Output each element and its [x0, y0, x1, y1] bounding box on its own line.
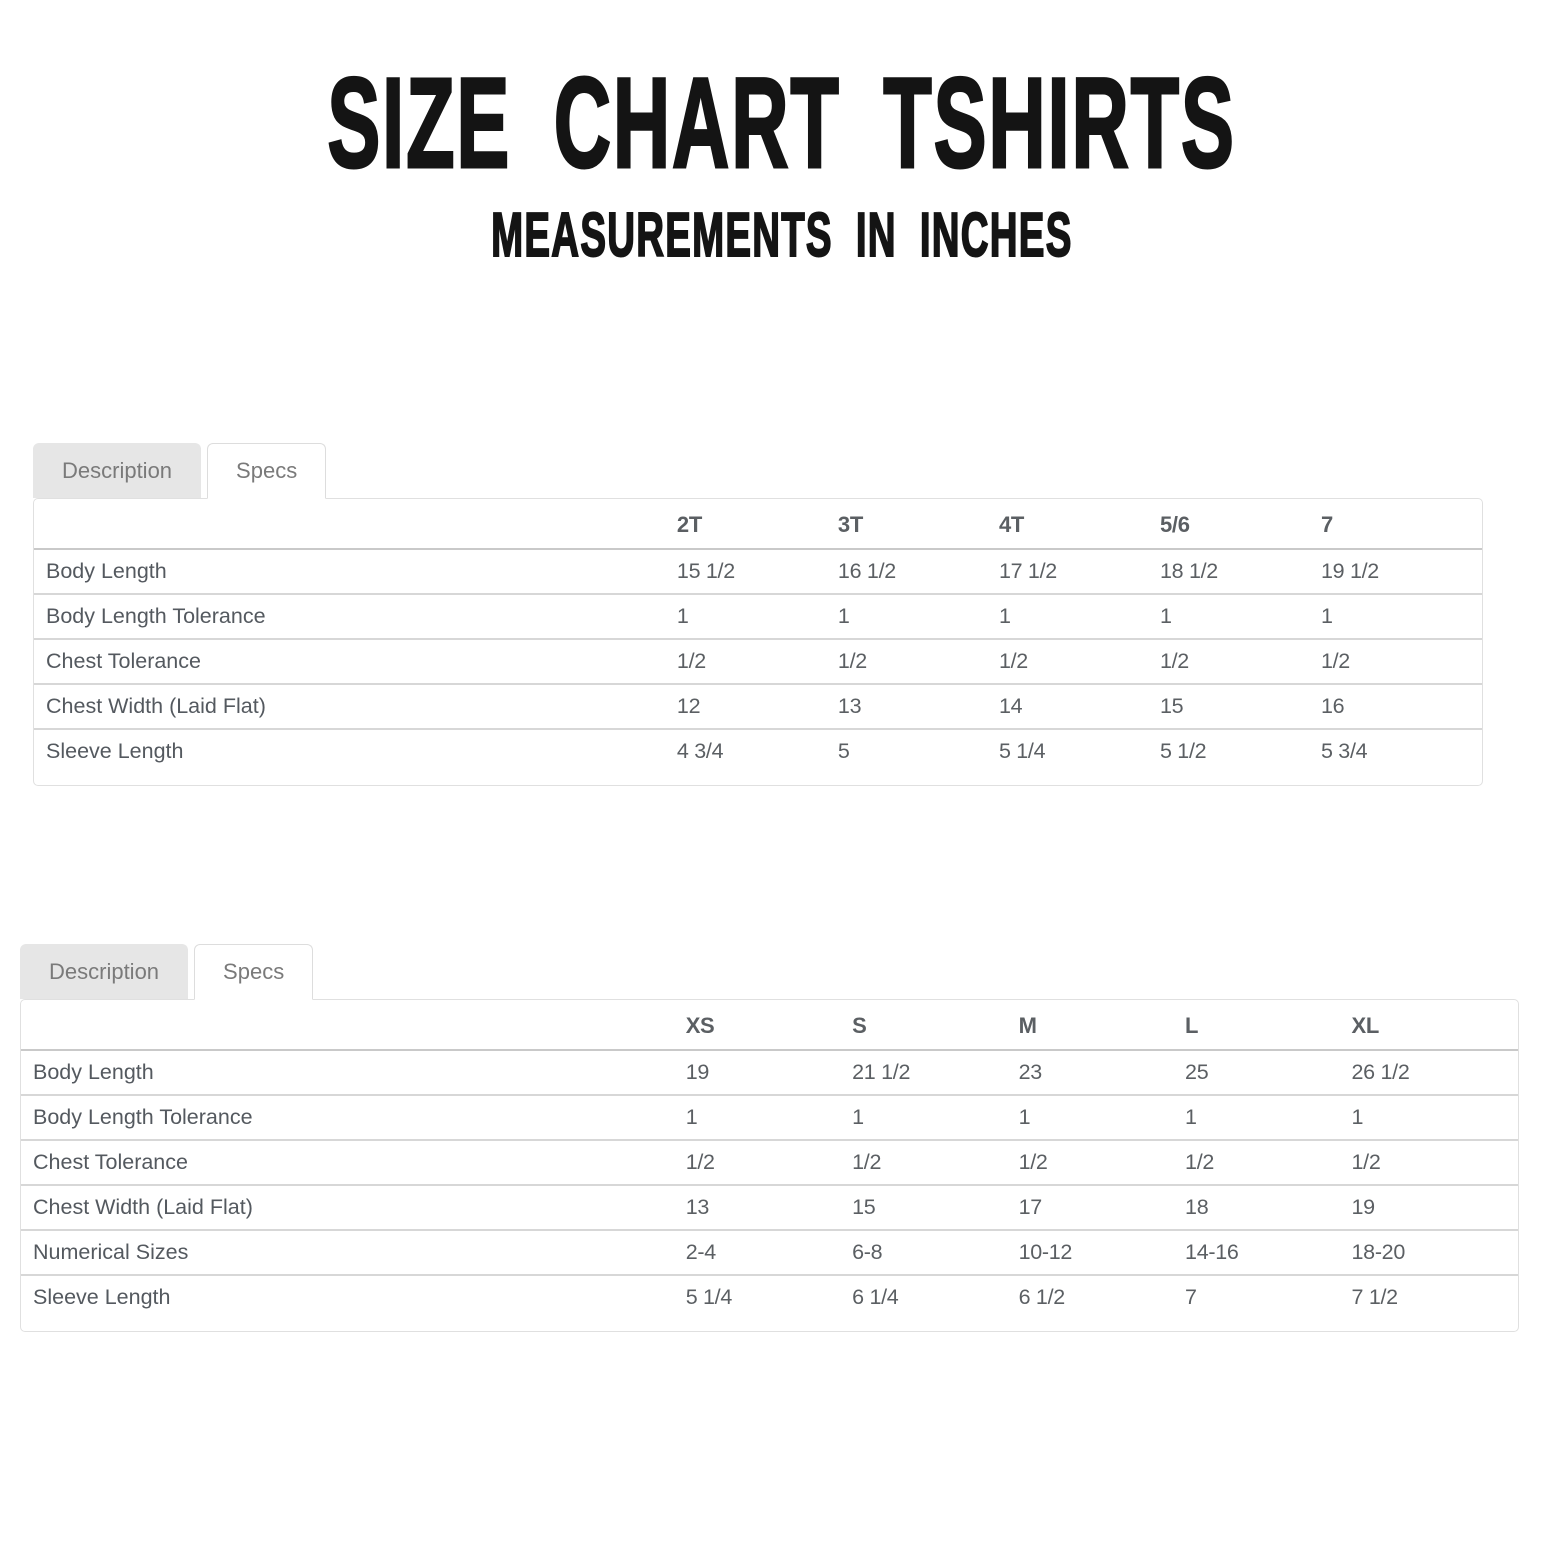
- page-subtitle: [0, 200, 1563, 271]
- column-header: 4T: [999, 499, 1160, 549]
- row-label: Body Length Tolerance: [34, 594, 677, 639]
- table-row: [21, 1230, 1518, 1275]
- cell-value: 1: [838, 594, 999, 639]
- youth-specs-panel: [20, 999, 1519, 1332]
- cell-value: 1/2: [838, 639, 999, 684]
- row-label: Body Length: [46, 559, 167, 584]
- cell-value: 1/2: [1321, 639, 1482, 684]
- cell-value: 6 1/4: [852, 1275, 1018, 1319]
- cell-value: 19: [685, 1060, 710, 1085]
- row-label: Chest Tolerance: [34, 639, 677, 684]
- cell-value: 10-12: [1019, 1230, 1185, 1275]
- cell-value: 1: [1019, 1095, 1185, 1140]
- header-row: [34, 499, 1482, 549]
- table-row: [34, 684, 1482, 729]
- header-row: [21, 1000, 1518, 1050]
- cell-value: 6-8: [852, 1230, 1018, 1275]
- cell-value: 16: [1321, 684, 1482, 729]
- column-header: S: [852, 1000, 1018, 1050]
- cell-value: 19 1/2: [1320, 559, 1379, 584]
- cell-value: 1/2: [686, 1140, 852, 1185]
- tab-specs[interactable]: Specs: [207, 443, 326, 499]
- cell-value: 1/2: [1352, 1140, 1519, 1185]
- page-title-text: SIZE CHART TSHIRTS: [327, 52, 1236, 195]
- cell-value: 5 3/4: [1321, 729, 1482, 773]
- column-header: XS: [686, 1000, 852, 1050]
- cell-value: 1: [1160, 594, 1321, 639]
- table-row: [21, 1140, 1518, 1185]
- page-subtitle-text: MEASUREMENTS IN INCHES: [490, 201, 1073, 270]
- row-label: Chest Tolerance: [21, 1140, 686, 1185]
- cell-value: 1: [999, 594, 1160, 639]
- table-row: [34, 549, 1482, 594]
- cell-value: 1/2: [1160, 639, 1321, 684]
- cell-value: 1: [677, 594, 838, 639]
- cell-value: 13: [686, 1185, 852, 1230]
- table-row: [21, 1095, 1518, 1140]
- cell-value: 1/2: [999, 639, 1160, 684]
- column-header: M: [1019, 1000, 1185, 1050]
- cell-value: 5: [838, 729, 999, 773]
- column-header: 5/6: [1160, 499, 1321, 549]
- table-row: [21, 1185, 1518, 1230]
- cell-value: 13: [838, 684, 999, 729]
- cell-value: 26 1/2: [1351, 1060, 1410, 1085]
- row-label: Numerical Sizes: [21, 1230, 686, 1275]
- cell-value: 18: [1185, 1185, 1351, 1230]
- cell-value: 15 1/2: [676, 559, 735, 584]
- cell-value: 1: [1352, 1095, 1519, 1140]
- cell-value: 1: [686, 1095, 852, 1140]
- cell-value: 1/2: [677, 639, 838, 684]
- toddler-size-table: [34, 499, 1482, 773]
- tab-description[interactable]: Description: [33, 443, 201, 498]
- column-header: 3T: [838, 499, 999, 549]
- cell-value: 4 3/4: [677, 729, 838, 773]
- cell-value: 14-16: [1185, 1230, 1351, 1275]
- row-label: Chest Width (Laid Flat): [21, 1185, 686, 1230]
- row-label: Body Length: [33, 1060, 154, 1085]
- cell-value: 1: [1321, 594, 1482, 639]
- toddler-sizes-section: [33, 443, 1483, 786]
- cell-value: 18 1/2: [1159, 559, 1218, 584]
- row-label: Body Length Tolerance: [21, 1095, 686, 1140]
- cell-value: 17 1/2: [998, 559, 1057, 584]
- youth-sizes-section: [20, 944, 1519, 1332]
- cell-value: 1: [852, 1095, 1018, 1140]
- row-label: Chest Width (Laid Flat): [34, 684, 677, 729]
- cell-value: 5 1/4: [999, 729, 1160, 773]
- cell-value: 1/2: [852, 1140, 1018, 1185]
- column-header: L: [1185, 1000, 1351, 1050]
- cell-value: 19: [1352, 1185, 1519, 1230]
- cell-value: 1/2: [1185, 1140, 1351, 1185]
- tab-description[interactable]: Description: [20, 944, 188, 999]
- cell-value: 5 1/4: [686, 1275, 852, 1319]
- row-label: Sleeve Length: [34, 729, 677, 773]
- cell-value: 1/2: [1019, 1140, 1185, 1185]
- table-row: [34, 639, 1482, 684]
- cell-value: 18-20: [1352, 1230, 1519, 1275]
- page-title: [0, 50, 1563, 197]
- cell-value: 14: [999, 684, 1160, 729]
- cell-value: 7: [1185, 1275, 1351, 1319]
- table-row: [34, 729, 1482, 773]
- youth-size-table: [21, 1000, 1518, 1319]
- cell-value: 2-4: [686, 1230, 852, 1275]
- cell-value: 6 1/2: [1019, 1275, 1185, 1319]
- cell-value: 7 1/2: [1352, 1275, 1519, 1319]
- column-header: XL: [1352, 1000, 1519, 1050]
- column-header: 7: [1321, 499, 1482, 549]
- header-spacer-cell: [34, 499, 677, 549]
- youth-tab-bar: [20, 944, 1519, 999]
- header-spacer-cell: [21, 1000, 686, 1050]
- cell-value: 16 1/2: [837, 559, 896, 584]
- cell-value: 15: [1160, 684, 1321, 729]
- cell-value: 12: [677, 684, 838, 729]
- table-row: [21, 1275, 1518, 1319]
- cell-value: 5 1/2: [1160, 729, 1321, 773]
- cell-value: 21 1/2: [852, 1060, 911, 1085]
- table-row: [21, 1050, 1518, 1095]
- cell-value: 15: [852, 1185, 1018, 1230]
- tab-specs[interactable]: Specs: [194, 944, 313, 1000]
- row-label: Sleeve Length: [21, 1275, 686, 1319]
- column-header: 2T: [677, 499, 838, 549]
- cell-value: 23: [1018, 1060, 1042, 1085]
- toddler-tab-bar: [33, 443, 1483, 498]
- toddler-specs-panel: [33, 498, 1483, 786]
- cell-value: 25: [1185, 1060, 1209, 1085]
- cell-value: 1: [1185, 1095, 1351, 1140]
- cell-value: 17: [1019, 1185, 1185, 1230]
- table-row: [34, 594, 1482, 639]
